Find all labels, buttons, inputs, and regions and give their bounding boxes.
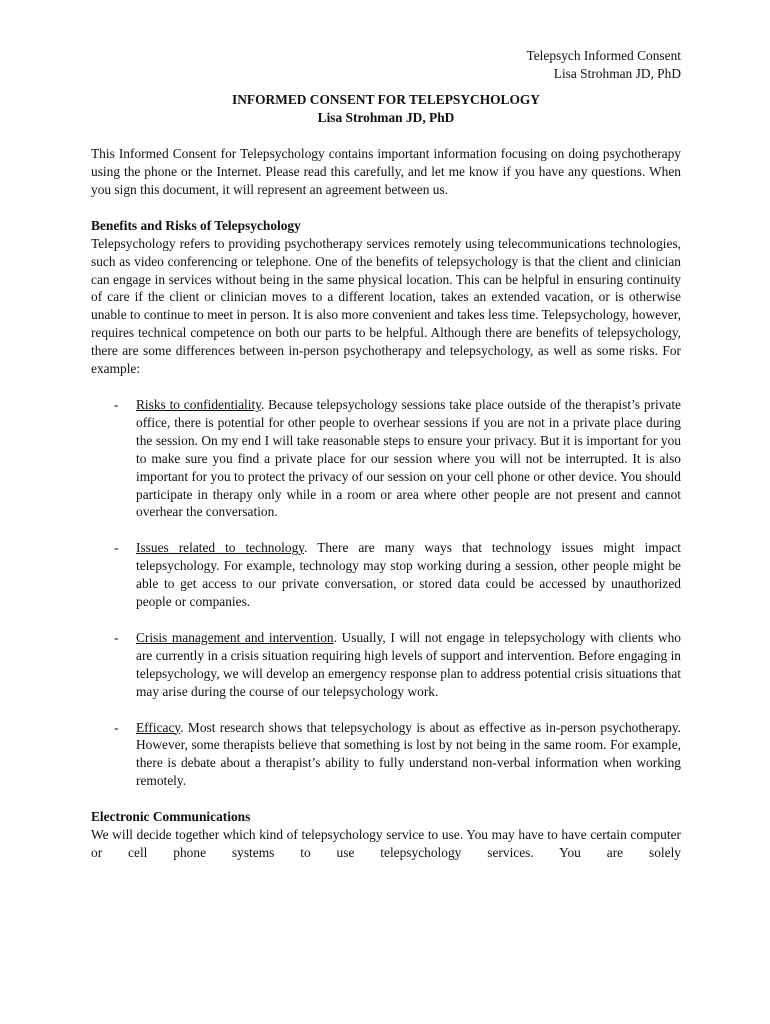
bullet-dash: - <box>114 629 119 645</box>
intro-paragraph: This Informed Consent for Telepsychology contains important information focusing on doing psychotherapy using the phone or the Internet. Please read this carefully, and let me know if you have any questions. When you sign this document, it will represent an agreement between us. <box>91 146 681 197</box>
risk-term: Risks to confidentiality <box>136 396 262 412</box>
list-item <box>91 629 681 701</box>
risk-term: Issues related to technology <box>136 540 305 556</box>
risk-text: . Most research shows that telepsychology is about as effective as in-person psychotherapy. However, some therapists believe that something is lost by not being in the same room. For example, there is debate about a therapist’s ability to fully understand non-verbal information when working remotely. <box>136 719 681 789</box>
title-author: Lisa Strohman JD, PhD <box>317 110 455 125</box>
benefits-paragraph: Telepsychology refers to providing psychotherapy services remotely using telecommunications technologies, such as video conferencing or telephone. One of the benefits of telepsychology is that the client and clinician can engage in services without being in the same physical location. This can be helpful in ensuring continuity of care if the client or clinician moves to a different location, takes an extended vacation, or is otherwise unable to continue to meet in person. It is also more convenient and takes less time. Telepsychology, however, requires technical competence on both our parts to be helpful. Although there are benefits of telepsychology, there are some differences between in-person psychotherapy and telepsychology, as well as some risks. For example: <box>91 235 681 377</box>
header-line-1: Telepsych Informed Consent <box>526 48 681 63</box>
electronic-heading: Electronic Communications <box>91 809 251 825</box>
risk-term: Crisis management and intervention <box>136 629 334 645</box>
header-line-2: Lisa Strohman JD, PhD <box>553 66 681 81</box>
risk-text: . Because telepsychology sessions take place outside of the therapist’s private office, there is potential for other people to overhear sessions if you are not in a private place during the session. On my end I will take reasonable steps to ensure your privacy. But it is important for you to make sure you find a private place for our session where you will not be interrupted. It is also important for you to protect the privacy of our session on your cell phone or other device. You should participate in therapy only while in a room or area where other people are not present and cannot overhear the conversation. <box>136 396 681 520</box>
risks-list <box>91 396 681 790</box>
bullet-dash: - <box>114 540 119 556</box>
bullet-dash: - <box>114 719 119 735</box>
list-item <box>91 539 681 611</box>
list-item <box>91 396 681 521</box>
risk-text: . There are many ways that technology issues might impact telepsychology. For example, technology may stop working during a session, other people might be able to get access to our private conversation, or stored data could be accessed by unauthorized people or companies. <box>136 540 682 610</box>
running-header <box>91 47 681 83</box>
title-main: INFORMED CONSENT FOR TELEPSYCHOLOGY <box>232 92 540 107</box>
benefits-heading: Benefits and Risks of Telepsychology <box>91 217 301 233</box>
list-item <box>91 719 681 791</box>
risk-term: Efficacy <box>136 719 181 735</box>
electronic-paragraph: We will decide together which kind of telepsychology service to use. You may have to have certain computer or cell phone systems to use telepsychology services. You are solely <box>91 827 681 861</box>
risk-text: . Usually, I will not engage in telepsychology with clients who are currently in a crisis situation requiring high levels of support and intervention. Before engaging in telepsychology, we will develop an emergency response plan to address potential crisis situations that may arise during the course of our telepsychology work. <box>136 629 681 699</box>
bullet-dash: - <box>114 396 119 412</box>
document-title <box>91 91 681 127</box>
